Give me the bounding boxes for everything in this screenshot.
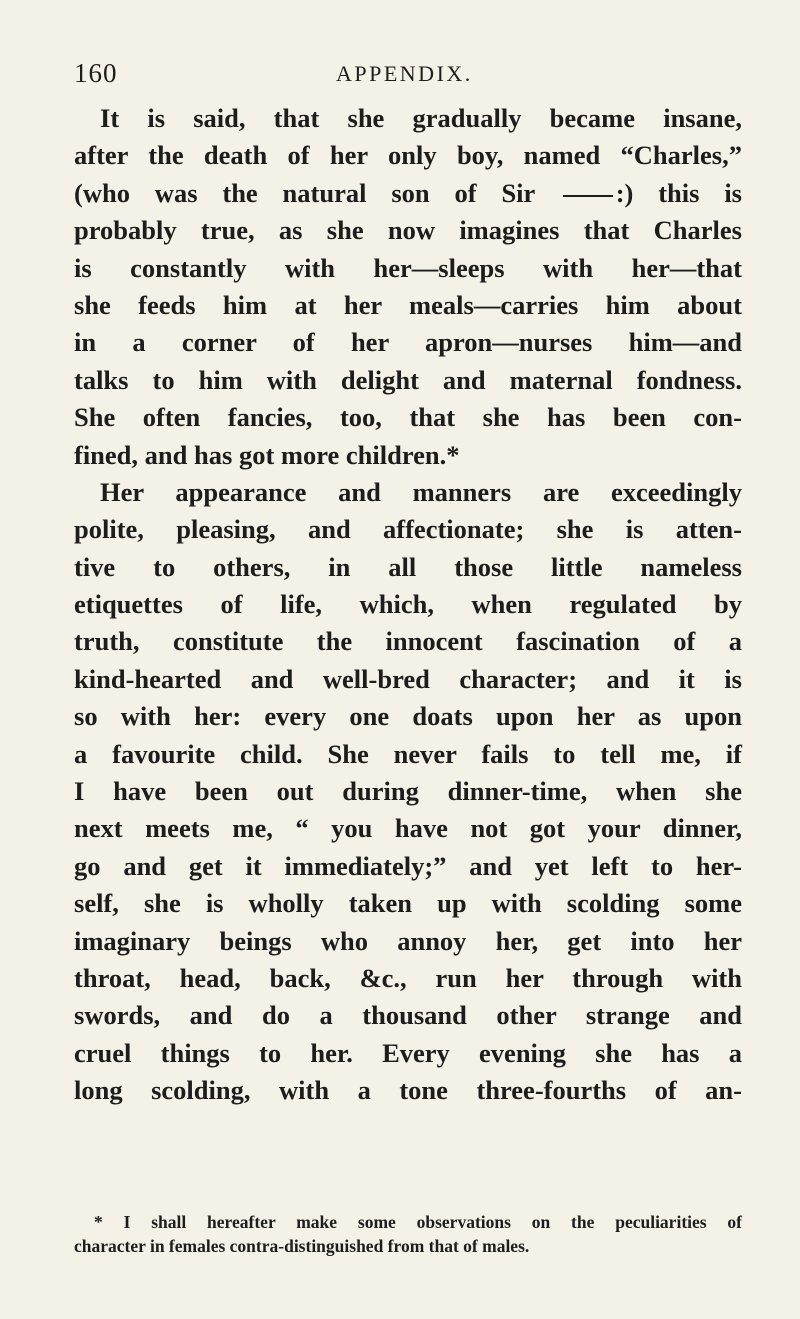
- text-line: throat, head, back, &c., run her through with: [74, 962, 742, 993]
- footnote: [74, 1210, 742, 1258]
- running-title: APPENDIX.: [336, 61, 473, 86]
- text-fragment: :) this is: [615, 177, 742, 208]
- text-line: in a corner of her apron—nurses him—and: [74, 327, 742, 358]
- text-line: after the death of her only boy, named “Charles,”: [74, 140, 742, 171]
- body-text: [74, 100, 742, 1110]
- text-line: go and get it immediately;” and yet left to her-: [74, 850, 742, 881]
- text-line: polite, pleasing, and affectionate; she is atten-: [74, 514, 742, 545]
- text-line: etiquettes of life, which, when regulated by: [74, 589, 742, 620]
- text-line: kind-hearted and well-bred character; and it is: [74, 663, 742, 694]
- text-line: fined, and has got more children.*: [74, 439, 460, 470]
- text-line: so with her: every one doats upon her as upon: [74, 701, 742, 732]
- text-line: self, she is wholly taken up with scolding some: [74, 888, 742, 919]
- footnote-line: * I shall hereafter make some observations on the peculiarities of: [94, 1212, 742, 1232]
- text-line: a favourite child. She never fails to tell me, if: [74, 738, 742, 769]
- text-line: swords, and do a thousand other strange and: [74, 1000, 742, 1031]
- text-line: tive to others, in all those little nameless: [74, 551, 742, 582]
- text-line: I have been out during dinner-time, when she: [74, 776, 742, 807]
- running-head: [74, 58, 742, 94]
- text-line: imaginary beings who annoy her, get into her: [74, 925, 742, 956]
- text-fragment: (who was the natural son of Sir: [74, 177, 535, 208]
- text-line-with-dash: [74, 175, 742, 212]
- page-number: 160: [74, 58, 118, 88]
- text-line: next meets me, “ you have not got your dinner,: [74, 813, 742, 844]
- text-line: She often fancies, too, that she has been con-: [74, 402, 742, 433]
- text-line: truth, constitute the innocent fascination of a: [74, 626, 742, 657]
- text-line: is constantly with her—sleeps with her—that: [74, 252, 742, 283]
- text-line: she feeds him at her meals—carries him about: [74, 289, 742, 320]
- text-line: cruel things to her. Every evening she has a: [74, 1037, 742, 1068]
- text-line: long scolding, with a tone three-fourths of an-: [74, 1075, 742, 1106]
- text-line: Her appearance and manners are exceedingly: [100, 476, 742, 507]
- text-line: probably true, as she now imagines that Charles: [74, 215, 742, 246]
- name-omission-dash: [563, 195, 613, 197]
- text-line: talks to him with delight and maternal fondness.: [74, 364, 742, 395]
- footnote-line: character in females contra-distinguished from that of males.: [74, 1236, 530, 1256]
- text-line: It is said, that she gradually became insane,: [100, 103, 742, 133]
